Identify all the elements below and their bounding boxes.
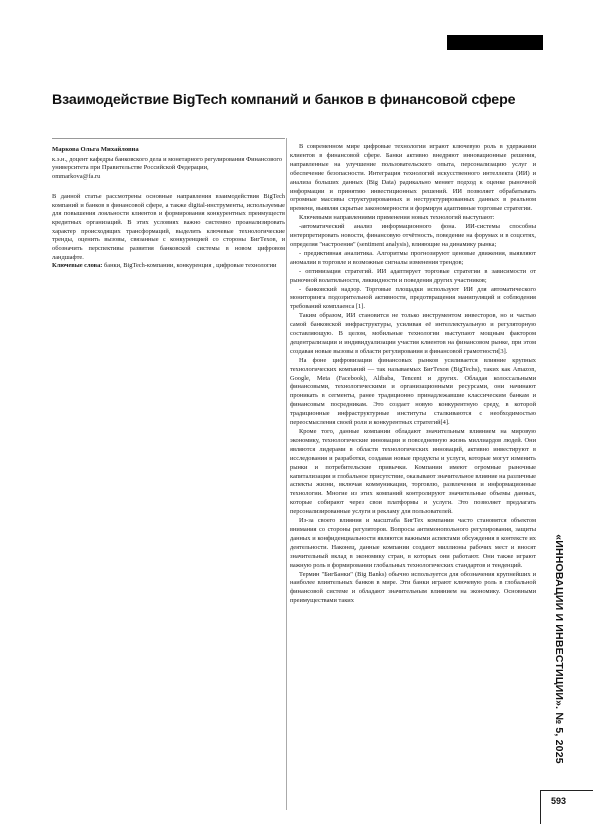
column-divider [286,138,287,810]
author-email[interactable]: ommarkova@fa.ru [52,173,101,181]
author-name: Маркова Ольга Михайловна [52,146,139,153]
keywords-label: Ключевые слова: [52,262,103,270]
body-paragraph: Термин "БигБанки" (Big Banks) обычно используется для обозначения крупнейших и наиболее влиятельных банков в мире. Эти банки играют ключевую роль в глобальной финансовой системе и обладают значительным влиянием на экономику. Основными преимуществами таких [290,570,536,605]
body-paragraph: На фоне цифровизации финансовых рынков усиливается влияние крупных технологических компаний — так называемых БигТехов (BigTechs), таких как Amazon, Google, Meta (Facebook), Alibaba, Tencent и других. Обладая колоссальными финансовыми, технологическими и организационными ресурсами, они начинают проникать в сегменты, ранее традиционно принадлежавшие классическим банкам и финансовым посредникам. Это создает новую конкурентную среду, в которой традиционные инфраструктурные институты сталкиваются с необходимостью переосмысления своей роли и конкурентных стратегий[4]. [290,356,536,427]
keywords [52,262,285,271]
body-paragraph: Кроме того, данные компании обладают значительным влиянием на мировую экономику, технологические инновации и повседневную жизнь миллиардов людей. Они являются лидерами в области технологических инноваций, активно инвестируют в исследования и разработки, создавая новые продукты и услуги, которые могут изменить рынки и потребительские привычки. Компании имеют огромные рыночные капитализации и глобальное присутствие, оказывают значительное влияние на различные аспекты жизни, включая коммуникации, торговлю, развлечения и информационные технологии. Многие из этих компаний контролируют значительные объемы данных, которые собирают через свои платформы и услуги. Это позволяет предлагать персонализированные услуги и рекламу для пользователей. [290,428,536,516]
abstract: В данной статье рассмотрены основные направления взаимодействия BigTech компаний и банков в финансовой сфере, а также digital-инструменты, используемые для повышения лояльности клиентов и формирования конкурентных преимуществ кредитных организаций. В этих условиях важно системно проанализировать характер происходящих трансформаций, выделить ключевые технологические тренды, оценить вызовы, связанные с конкуренцией со стороны БигТехов, и обозначить перспективы развития банковской системы в новом цифровом ландшафте. [52,192,285,261]
body-paragraph: - банковский надзор. Торговые площадки используют ИИ для автоматического мониторинга подозрительной активности, предотвращения манипуляций и соблюдения требований комплаенса [1]. [290,285,536,311]
body-paragraph: В современном мире цифровые технологии играют ключевую роль в удержании клиентов в финансовой сфере. Банки активно внедряют инновационные решения, направленные на улучшение пользовательского опыта, персонализацию услуг и обеспечение безопасности. Интеграция технологий искусственного интеллекта (ИИ) и анализа больших данных (Big Data) радикально меняет подход к оценке рыночной информации и принятию инвестиционных решений. ИИ позволяет обрабатывать огромные массивы структурированных и неструктурированных данных в реальном времени, выявляя скрытые закономерности и формируя адаптивные торговые стратегии. [290,143,536,213]
left-top-rule [52,138,285,139]
body-paragraph: Таким образом, ИИ становится не только инструментом инвесторов, но и частью самой банковской инфраструктуры, усиливая её интеллектуальную и регуляторную составляющую. В целом, мобильные технологии выступают мощным фактором децентрализации и индивидуализации участия клиентов на финансовом рынке, при этом создавая новые вызовы в области регулирования и финансовой грамотности[3]. [290,312,536,355]
article-title: Взаимодействие BigTech компаний и банков в финансовой сфере [52,92,516,108]
author-affiliation: к.э.н., доцент кафедры банковского дела и монетарного регулирования Финансового университета при Правительстве Российской Федерации, [52,155,283,172]
page-number: 593 [551,796,567,806]
body-paragraph: - предиктивная аналитика. Алгоритмы прогнозируют ценовые движения, выявляют аномалии в торговле и возможные сигналы изменения трендов; [290,249,536,266]
journal-side-label-text: «ИННОВАЦИИ И ИНВЕСТИЦИИ». № 5, 2025 [553,534,565,764]
body-paragraph: Ключевыми направлениями применения новых технологий выступают: [299,214,495,222]
header-black-bar [447,35,543,50]
page-number-rule-vertical [540,790,541,824]
journal-side-label [552,519,566,779]
body-paragraph: Из-за своего влияния и масштаба БигТех компании часто становятся объектом внимания со стороны регуляторов. Вопросы антимонопольного регулирования, защиты данных и конфиденциальности являются важными аспектами обсуждения в контексте их деятельности. Наконец, данные компании создают миллионы рабочих мест и вносят значительный вклад в экономику стран, в которых они работают. Они также играют важную роль в формировании глобальных технологических стандартов и тенденций. [290,517,536,569]
body-paragraph: - оптимизация стратегий. ИИ адаптирует торговые стратегии в зависимости от рыночной волатильности, ликвидности и поведения других участников; [290,267,536,284]
keywords-text: банки, BigTech-компании, конкуренция , цифровые технологии [102,262,277,270]
page-number-rule-horizontal [540,790,593,791]
body-column [290,143,536,606]
body-paragraph: -автоматический анализ информационного фона. ИИ-системы способны интерпретировать новости, финансовую отчётность, поведение на форумах и в соцсетях, определяя "настроения" (sentiment analysis), влияющие на динамику рынка; [290,223,536,248]
author-abstract-column [52,146,285,271]
